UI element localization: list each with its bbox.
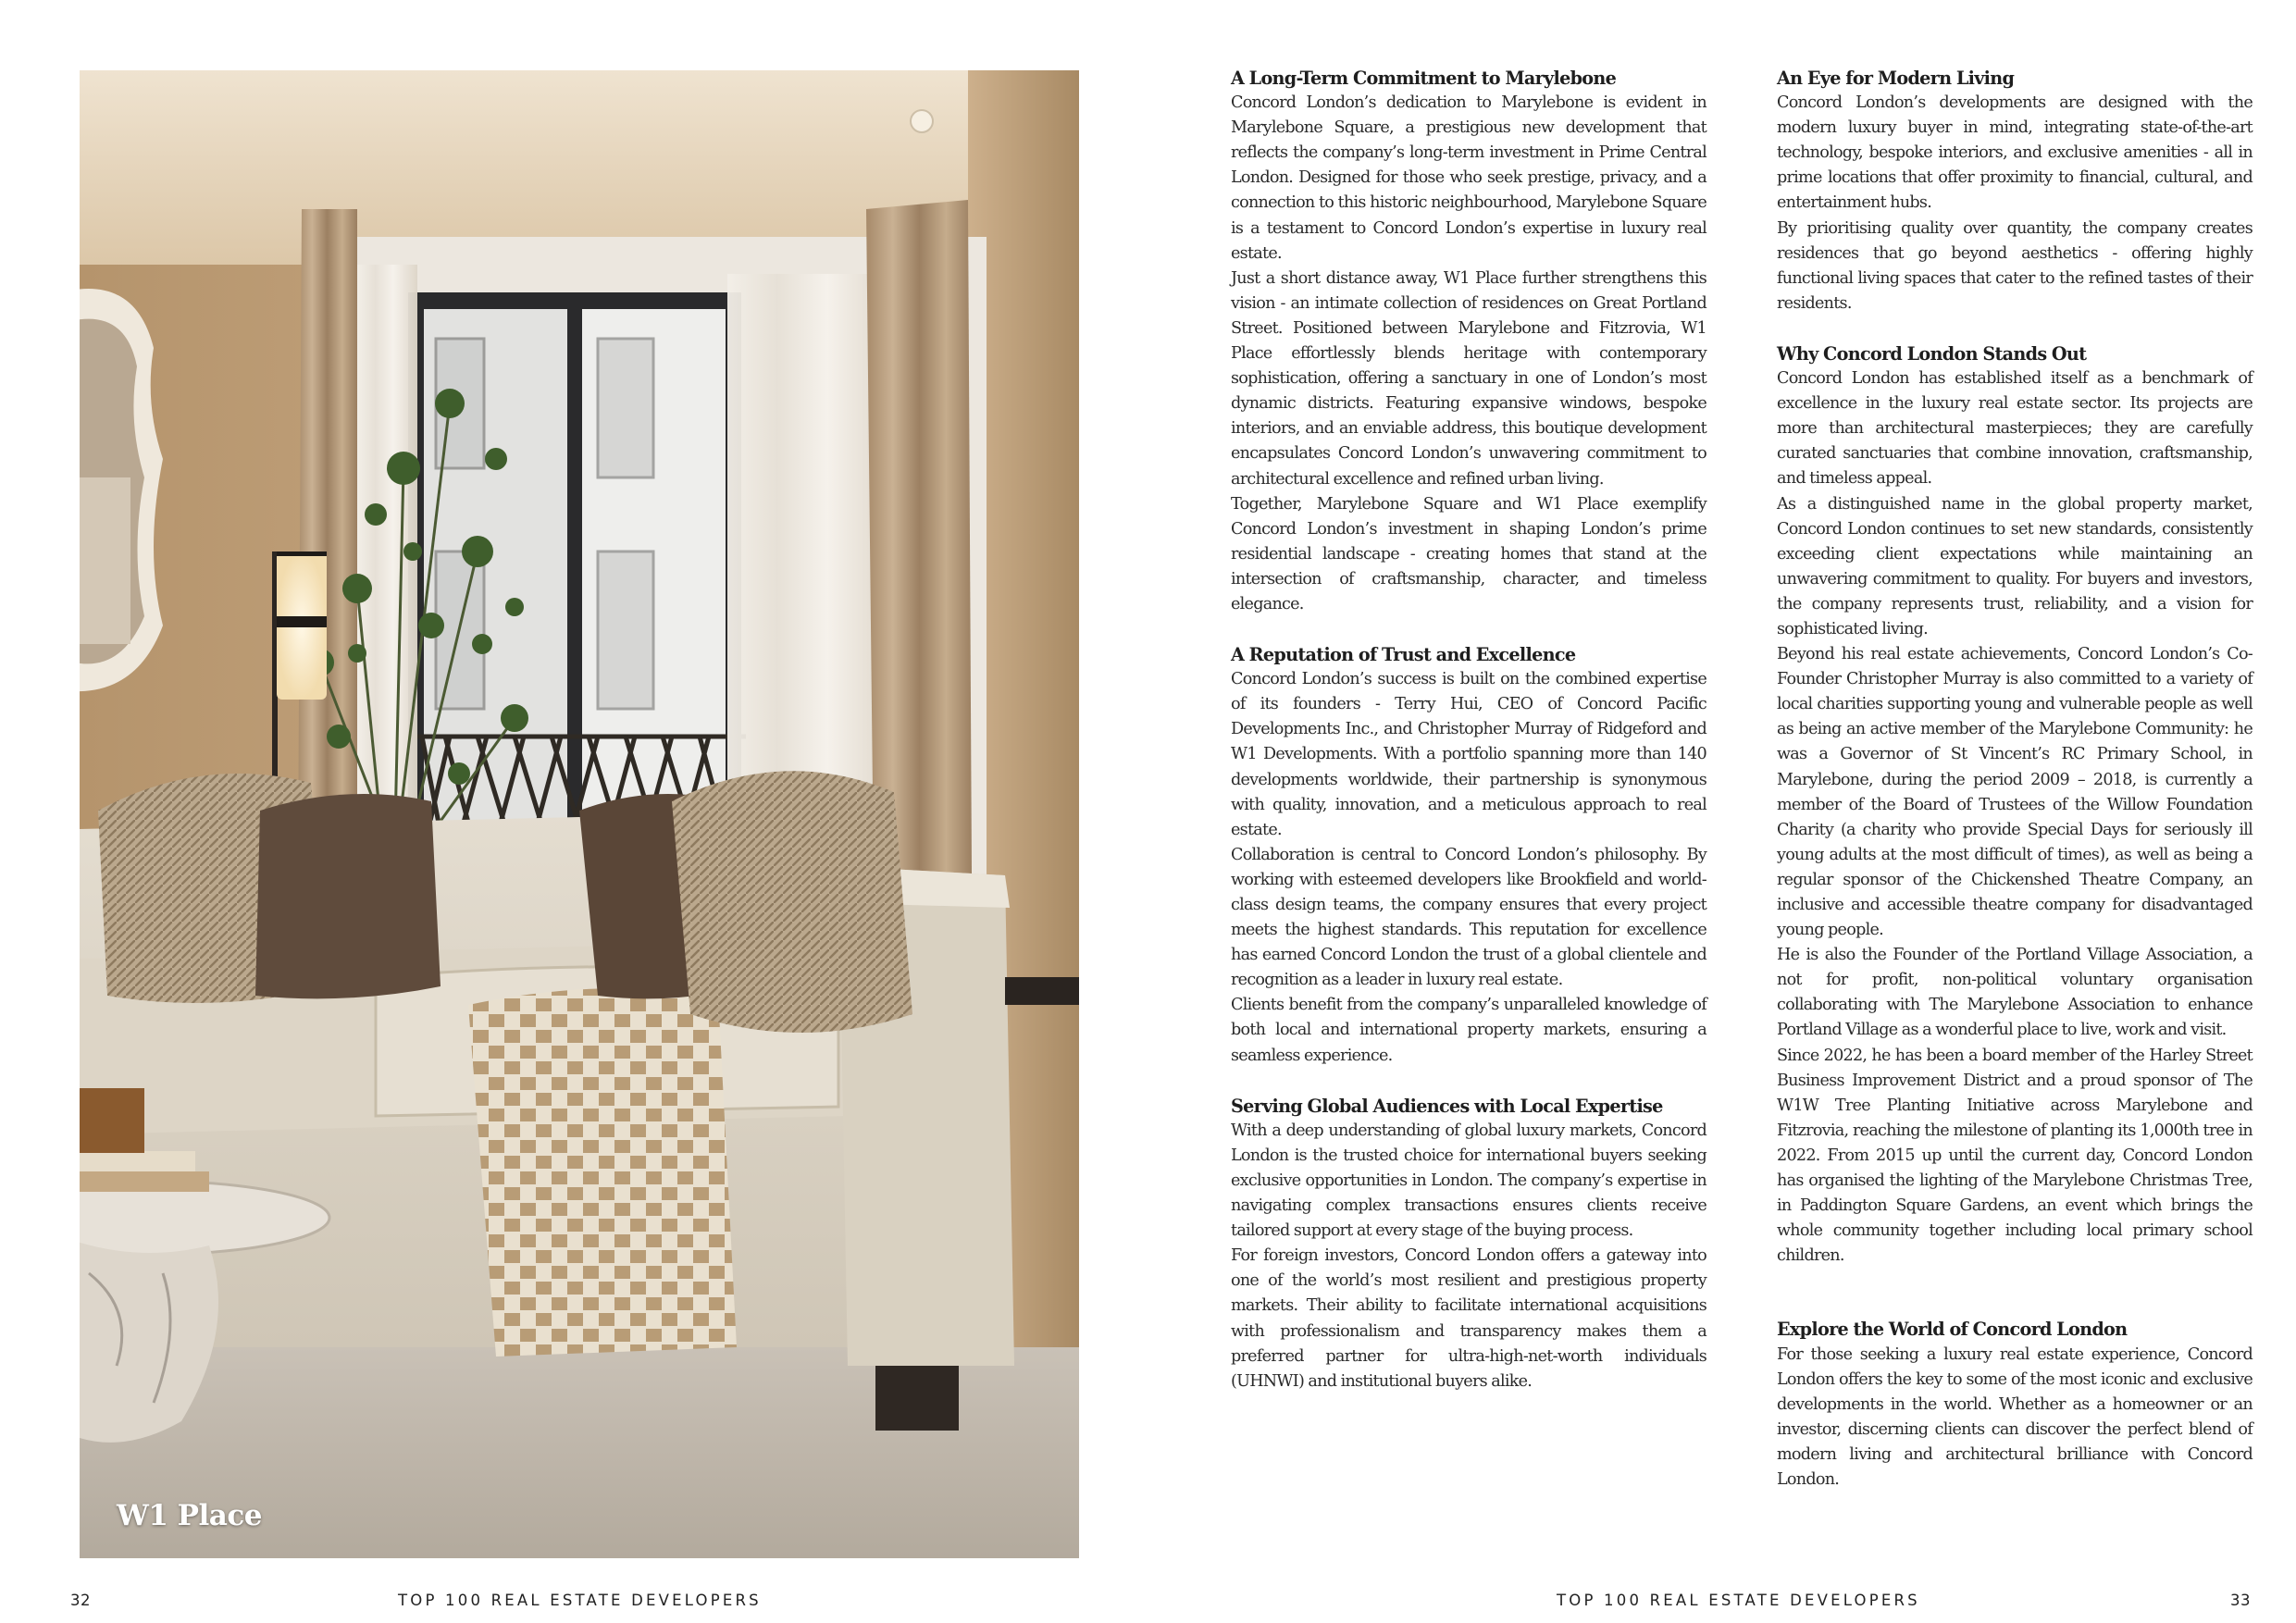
section-heading-explore: Explore the World of Concord London <box>1777 1319 2128 1341</box>
paragraph: Collaboration is central to Concord London’s philosophy. By working with esteemed developers like Brookfield and world-class design teams, the company ensures that every project meets the highest standards. This reputation for excellence has earned Concord London the trust of a global clientele and recognition as a leader in luxury real estate. <box>1231 845 1706 990</box>
left-running-footer: TOP 100 REAL ESTATE DEVELOPERS <box>398 1592 762 1609</box>
paragraph: Beyond his real estate achievements, Concord London’s Co-Founder Christopher Murray is also committed to a variety of local charities supporting young and vulnerable people as well as being an active member of the Marylebone Community: he was a Governor of St Vincent’s RC Primary School, in Marylebone, during the period 2009 – 2018, is currently a member of the Board of Trustees of the Willow Foundation Charity (a charity who provide Special Days for seriously ill young adults at the most difficult of times), as well as being a regular sponsor of the Chickenshed Theatre Company, an inclusive and accessible theatre company for disadvantaged young people. <box>1777 645 2253 940</box>
left-page-number: 32 <box>70 1592 91 1609</box>
section-heading-marylebone: A Long-Term Commitment to Marylebone <box>1231 68 1617 89</box>
section-heading-modern-living: An Eye for Modern Living <box>1777 68 2015 89</box>
paragraph: Together, Marylebone Square and W1 Place exemplify Concord London’s investment in shaping London’s prime residential landscape - creating homes that stand at the intersection of craftsmanship, character, and timeless elegance. <box>1231 494 1706 613</box>
paragraph: For foreign investors, Concord London offers a gateway into one of the world’s most resilient and prestigious property markets. Their ability to facilitate international acquisitions with professionalism and transparency makes them a preferred partner for ultra-high-net-worth individuals (UHNWI) and institutional buyers alike. <box>1231 1246 1706 1391</box>
paragraph: As a distinguished name in the global property market, Concord London continues to set new standards, consistently exceeding client expectations while maintaining an unwavering commitment to quality. For buyers and investors, the company represents trust, reliability, and a vision for sophisticated living. <box>1777 494 2253 638</box>
right-page-number: 33 <box>2230 1592 2251 1609</box>
paragraph: By prioritising quality over quantity, the company creates residences that go beyond aesthetics - offering highly functional living spaces that cater to the refined tastes of their residents. <box>1777 218 2253 313</box>
paragraph: For those seeking a luxury real estate experience, Concord London offers the key to some of the most iconic and exclusive developments in the world. Whether as a homeowner or an investor, discerning clients can discover the perfect blend of modern living and architectural brilliance with Concord London. <box>1777 1344 2253 1489</box>
photo-caption: W1 Place <box>117 1499 262 1532</box>
paragraph: He is also the Founder of the Portland Village Association, a not for profit, non-political voluntary organisation collaborating with The Marylebone Association to enhance Portland Village as a wonderful place to live, work and visit. <box>1777 946 2253 1040</box>
section-heading-global: Serving Global Audiences with Local Expertise <box>1231 1095 1663 1117</box>
living-room-illustration <box>80 70 1079 1558</box>
paragraph: Since 2022, he has been a board member of the Harley Street Business Improvement District and a proud sponsor of The W1W Tree Planting Initiative across Marylebone and Fitzrovia, reaching the milestone of planting its 1,000th tree in 2022. From 2015 up until the current day, Concord London has organised the lighting of the Marylebone Christmas Tree, in Paddington Square Gardens, an event which brings the whole community together including local primary school children. <box>1777 1046 2253 1266</box>
article-column-right <box>1777 66 2253 1493</box>
section-heading-stands-out: Why Concord London Stands Out <box>1777 342 2087 365</box>
right-running-footer: TOP 100 REAL ESTATE DEVELOPERS <box>1557 1592 1920 1609</box>
paragraph: Concord London’s developments are designed with the modern luxury buyer in mind, integrating state-of-the-art technology, bespoke interiors, and exclusive amenities - all in prime locations that offer proximity to financial, cultural, and entertainment hubs. <box>1777 93 2253 213</box>
paragraph: Concord London’s success is built on the combined expertise of its founders - Terry Hui, CEO of Concord Pacific Developments Inc., and Christopher Murray of Ridgeford and W1 Developments. With a portfolio spanning more than 140 developments worldwide, their partnership is synonymous with quality, innovation, and a meticulous approach to real estate. <box>1231 670 1706 839</box>
paragraph: With a deep understanding of global luxury markets, Concord London is the trusted choice for international buyers seeking exclusive opportunities in London. The company’s expertise in navigating complex transactions ensures clients receive tailored support at every stage of the buying process. <box>1231 1121 1706 1241</box>
article-column-left <box>1231 66 1706 1394</box>
paragraph: Just a short distance away, W1 Place further strengthens this vision - an intimate collection of residences on Great Portland Street. Positioned between Marylebone and Fitzrovia, W1 Place effortlessly blends heritage with contemporary sophistication, offering a sanctuary in one of London’s most dynamic districts. Featuring expansive windows, bespoke interiors, and an enviable address, this boutique development encapsulates Concord London’s unwavering commitment to architectural excellence and refined urban living. <box>1231 268 1706 489</box>
paragraph: Concord London has established itself as a benchmark of excellence in the luxury real estate sector. Its projects are more than architectural masterpieces; they are carefully curated sanctuaries that combine innovation, craftsmanship, and timeless appeal. <box>1777 369 2253 489</box>
section-heading-trust: A Reputation of Trust and Excellence <box>1231 644 1576 666</box>
paragraph: Clients benefit from the company’s unparalleled knowledge of both local and international property markets, ensuring a seamless experience. <box>1231 996 1706 1065</box>
living-room-photo <box>80 70 1079 1558</box>
paragraph: Concord London’s dedication to Marylebone is evident in Marylebone Square, a prestigious new development that reflects the company’s long-term investment in Prime Central London. Designed for those who seek prestige, privacy, and a connection to this historic neighbourhood, Marylebone Square is a testament to Concord London’s expertise in luxury real estate. <box>1231 93 1706 263</box>
